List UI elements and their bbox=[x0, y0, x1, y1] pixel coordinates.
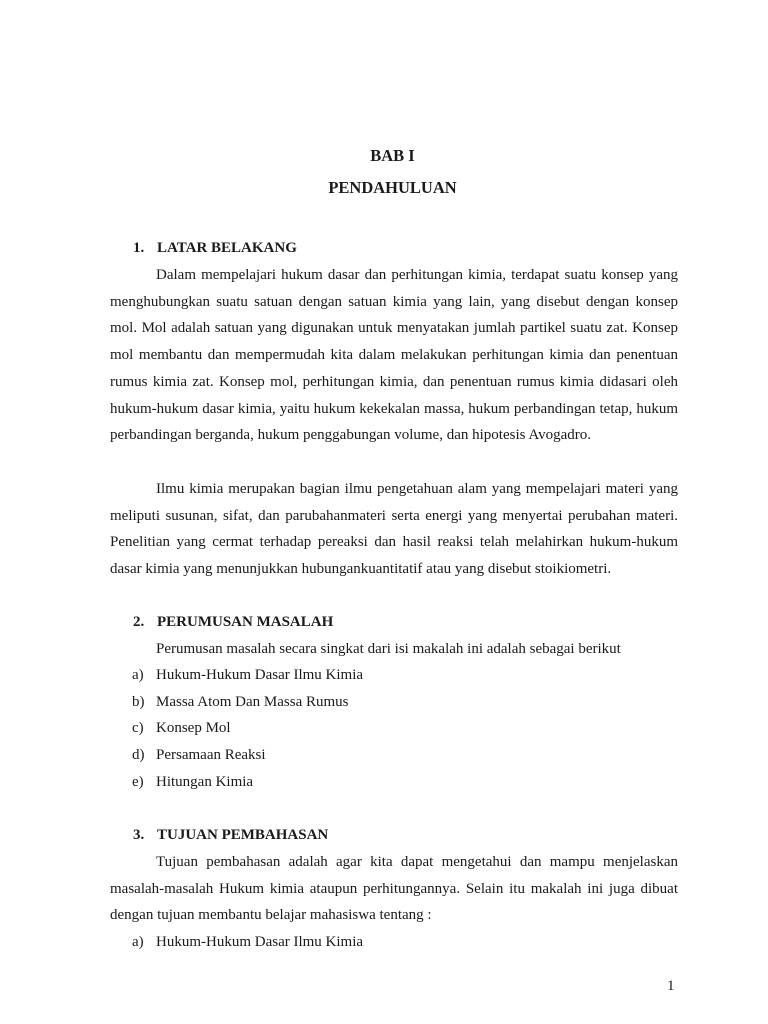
paragraph: Dalam mempelajari hukum dasar dan perhitungan kimia, terdapat suatu konsep yang menghubungkan suatu satuan dengan satuan kimia yang lain, yang disebut dengan konsep mol. Mol adalah satuan yang digunakan untuk menyatakan jumlah partikel suatu zat. Konsep mol membantu dan mempermudah kita dalam melakukan perhitungan kimia dan penentuan rumus kimia zat. Konsep mol, perhitungan kimia, dan penentuan rumus kimia didasari oleh hukum-hukum dasar kimia, yaitu hukum kekekalan massa, hukum perbandingan tetap, hukum perbandingan berganda, hukum penggabungan volume, dan hipotesis Avogadro. bbox=[110, 267, 678, 444]
list-marker: a) bbox=[132, 934, 144, 950]
list-item-text: Persamaan Reaksi bbox=[156, 747, 266, 764]
list-item bbox=[132, 742, 363, 769]
section-number: 2. bbox=[133, 614, 145, 630]
section-heading-tujuan-pembahasan bbox=[133, 827, 328, 844]
list-item-text: Hukum-Hukum Dasar Ilmu Kimia bbox=[156, 667, 364, 683]
section-number: 3. bbox=[133, 827, 145, 843]
list-marker: c) bbox=[132, 720, 144, 737]
list-marker: e) bbox=[132, 773, 144, 790]
page-number: 1 bbox=[667, 978, 675, 994]
section-title: PERUMUSAN MASALAH bbox=[157, 614, 334, 630]
section-heading-perumusan-masalah bbox=[133, 614, 333, 631]
chapter-number: BAB I bbox=[370, 146, 415, 165]
list-marker: d) bbox=[132, 747, 145, 764]
list-item bbox=[132, 689, 363, 716]
list-item bbox=[132, 929, 363, 956]
section-heading-latar-belakang bbox=[133, 240, 297, 257]
paragraph: Tujuan pembahasan adalah agar kita dapat mengetahui dan mampu menjelaskan masalah-masalah Hukum kimia ataupun perhitungannya. Selain itu makalah ini juga dibuat dengan tujuan membantu belajar mahasiswa tentang : bbox=[110, 854, 678, 924]
list-item bbox=[132, 715, 363, 742]
paragraph-intro: Perumusan masalah secara singkat dari isi makalah ini adalah sebagai berikut bbox=[156, 641, 621, 657]
list-item-text: Hitungan Kimia bbox=[156, 773, 254, 790]
chapter-title: PENDAHULUAN bbox=[328, 178, 457, 197]
section-title: TUJUAN PEMBAHASAN bbox=[157, 827, 329, 843]
list-item-text: Massa Atom Dan Massa Rumus bbox=[156, 693, 349, 710]
purpose-list bbox=[132, 929, 363, 956]
list-item-text: Konsep Mol bbox=[156, 720, 231, 737]
list-item bbox=[132, 769, 363, 796]
paragraph: Ilmu kimia merupakan bagian ilmu pengetahuan alam yang mempelajari materi yang meliputi susunan, sifat, dan parubahanmateri serta energi yang menyertai perubahan materi. Penelitian yang cermat terhadap pereaksi dan hasil reaksi telah melahirkan hukum-hukum dasar kimia yang menunjukkan hubungankuantitatif atau yang disebut stoikiometri. bbox=[110, 481, 678, 578]
section-number: 1. bbox=[133, 240, 145, 256]
list-marker: a) bbox=[132, 667, 144, 683]
list-item bbox=[132, 662, 363, 689]
problem-list bbox=[132, 662, 363, 795]
section-title: LATAR BELAKANG bbox=[157, 240, 297, 256]
list-marker: b) bbox=[132, 693, 145, 710]
list-item-text: Hukum-Hukum Dasar Ilmu Kimia bbox=[156, 934, 364, 950]
